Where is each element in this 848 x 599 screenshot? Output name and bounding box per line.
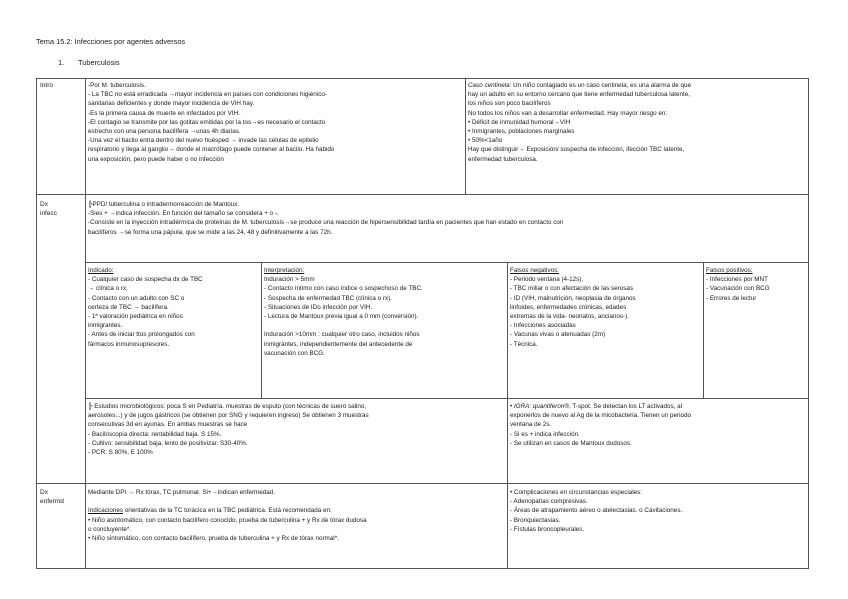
- text-line: los niños son poco bacilíferos: [468, 100, 551, 108]
- text-line: - Se utilizan en casos de Mantoux dudosos.: [510, 439, 632, 447]
- text-line: - Errores de lectur: [706, 294, 757, 302]
- text-line: - Fístulas broncopleurales.: [510, 525, 585, 533]
- text-line: inmigrantes.: [88, 322, 123, 330]
- ppd-description: [88, 200, 563, 237]
- row-label-intro: Intro: [40, 82, 54, 89]
- text-line: certeza de TBC → bacilífera.: [88, 303, 169, 311]
- text-line: Mediante DPI → Rx tórax, TC pulmonar. Si+→indican enfermedad.: [88, 489, 275, 496]
- text-line: - Cualquier caso de sospecha dx de TBC: [88, 276, 203, 284]
- label-line: Dx: [40, 489, 48, 496]
- text-line: - TBC miliar o con afectación de las serosas: [510, 285, 634, 293]
- text-line: una exposición, pero puede haber o no infección: [88, 155, 224, 163]
- section-heading: [58, 58, 120, 67]
- column-divider: [507, 483, 508, 569]
- section-number: 1.: [58, 58, 65, 67]
- row-label-dx-enfermd: [40, 488, 64, 506]
- text-line: linfoides, enfermedades crónicas, edades: [510, 303, 627, 311]
- text-line: consecutivas 3d en ayunas. En ambas muestras se hace: [88, 421, 248, 429]
- text-line: - Antes de iniciar ttos prolongados con: [88, 331, 195, 339]
- column-divider: [703, 262, 704, 398]
- column-divider: [85, 78, 86, 569]
- text-line: Induración > 5mm: [264, 276, 315, 284]
- column-header: Indicado:: [88, 267, 114, 274]
- dx-enfermd-right: [510, 488, 682, 534]
- text-line: ventana de 2s.: [510, 421, 552, 429]
- text-line: - Situaciones de IDo infección por VIH.: [264, 303, 373, 311]
- dx-enfermd-left: [88, 488, 367, 543]
- text-line: → clínica o rx.: [88, 285, 128, 293]
- text-line: - Si es + indica infección.: [510, 430, 580, 438]
- text-line: - Bronquiectasias.: [510, 516, 561, 524]
- text-line: - Periodo ventana (4-12s),: [510, 276, 584, 284]
- row-divider: [36, 194, 809, 195]
- igra-section: [510, 402, 691, 448]
- text-line: o concluyente*.: [88, 525, 132, 533]
- text-line: - Cultivo: sensibilidad baja, lento de positivizar. S30-40%.: [88, 439, 248, 447]
- text-line: - Adenopatías compresivas.: [510, 498, 588, 506]
- text-line: inmigrantes, independientemente del antecedente de: [264, 340, 413, 348]
- text-line: - PCR: S 80%, E 100%: [88, 449, 153, 457]
- text-fragment: orientativas de la TC torácica en la TBC pediátrica. Está recomendada en:: [123, 507, 332, 515]
- text-line: • Niño asintomático, con contacto bacilífero conocido, prueba de tuberculina + y Rx de tórax dudosa: [88, 516, 367, 524]
- text-line: - ID (VIH, malnutrición, neoplasia de órganos: [510, 294, 636, 302]
- text-line: - 1ª valoración pediátrica en niños: [88, 313, 183, 321]
- row-divider: [36, 483, 809, 484]
- spacer: [88, 497, 367, 506]
- text-line: [468, 81, 691, 90]
- text-line: • 50%<1año: [468, 137, 503, 145]
- text-line: aerosoles...) y de jugos gástricos (se obtienen por SNG y requieren ingreso) Se obtienen 3 muestras: [88, 412, 369, 420]
- section-title: Tuberculosis: [78, 58, 120, 67]
- text-fragment: , T-spot. Se detectan los LT activados, al: [569, 403, 683, 410]
- column-header: Interpretación:: [264, 267, 305, 274]
- text-line: exponerlos de nuevo al Ag de la micobacteria. Tienen un periodo: [510, 412, 691, 420]
- indicado-column: [88, 266, 203, 349]
- text-line: -Consiste en la inyección intradérmica de proteínas de M. tuberculosis→se produce una reacción de hipersensibilidad tardía en pacientes que han estado en contacto con: [88, 219, 564, 227]
- column-divider: [507, 262, 508, 483]
- text-line: • Déficit de inmunidad humoral→VIH: [468, 118, 571, 126]
- text-line: estrecho con una persona bacilífera →unas 4h diarias.: [88, 128, 241, 136]
- column-header: Falsos positivos:: [706, 267, 753, 274]
- text-line: -Una vez el bacilo entra dentro del nuevo huésped → invade las células de epitelio: [88, 137, 319, 145]
- text-line: - Infecciones asociadas: [510, 322, 576, 330]
- falsos-negativos-column: [510, 266, 636, 349]
- text-line: [88, 506, 367, 515]
- text-line: hay un adulto en su entorno cercano que tiene enfermedad tuberculosa latente,: [468, 91, 690, 99]
- indicaciones-term: Indicaciones: [88, 507, 124, 515]
- text-line: bacilíferos →se forma una pápula, que se mide a las 24, 48 y definitivamente a las 72h.: [88, 228, 333, 236]
- text-line: - Contacto íntimo con caso índice o sospechoso de TBC.: [264, 285, 423, 293]
- text-line: - Infecciones por MNT: [706, 276, 768, 284]
- interpretacion-column: [264, 266, 423, 358]
- text-line: ╠PPD/ tuberculina o intradermorreacción de Mantoux.: [88, 201, 240, 208]
- intro-right-text: [468, 81, 691, 164]
- text-line: - Técnica.: [510, 340, 538, 348]
- text-line: vacunación con BCG.: [264, 349, 325, 357]
- text-line: ╠ Estudios microbiológicos: poca S en Pediatría. muestras de esputo (con técnicas de suero salino,: [88, 403, 367, 410]
- column-header: Falsos negativos:: [510, 267, 560, 274]
- column-divider: [465, 78, 466, 194]
- text-line: - Áreas de atrapamiento aéreo o atelectasias. o Cavitaciones.: [510, 507, 683, 515]
- falsos-positivos-column: [706, 266, 770, 303]
- text-line: sanitarias deficientes y donde mayor incidencia de VIH hay.: [88, 100, 255, 108]
- text-line: -Sies + →indica infección. En función del tamaño se considera + o -.: [88, 210, 279, 218]
- text-line: • Niño sintomático, con contacto bacilífero, prueba de tuberculina + y Rx de tórax normal*.: [88, 535, 339, 542]
- text-line: extremas de la vida- neonatos, ancianos-).: [510, 313, 630, 321]
- text-line: -Es la primera causa de muerte en infectados por VIH.: [88, 109, 240, 117]
- text-line: No todos los niños van a desarrollar enfermedad. Hay mayor riesgo en:: [468, 109, 668, 117]
- text-fragment: Un niño contagiado es un caso centinela, es una alarma de que: [511, 82, 691, 89]
- text-line: • Complicaciones en circunstancias especiales:: [510, 489, 643, 496]
- text-line: fármacos inmunosupresores.: [88, 340, 170, 348]
- text-line: Induración >10mm : cualquier otro caso, incluidos niños: [264, 331, 420, 339]
- subrow-divider: [85, 398, 809, 399]
- text-line: - Vacunas vivas o atenuadas (2m): [510, 331, 606, 339]
- igra-term: • IGRA: quantiferon®: [510, 403, 569, 410]
- text-line: -El contagio se transmite por las gotitas emitidas por la tos→es necesario el contacto: [88, 118, 326, 126]
- text-line: [510, 402, 691, 411]
- row-label-dx-infecc: [40, 200, 57, 218]
- subrow-divider: [85, 262, 809, 263]
- text-line: - Contacto con un adulto con SC o: [88, 294, 185, 302]
- label-line: enfermd: [40, 498, 64, 505]
- text-line: Hay que distinguir→ Exposición/ sospecha de infección, ifección TBC latente,: [468, 146, 685, 154]
- text-line: - La TBC no está erradicada →mayor incidencia en países con condiciones higiénico-: [88, 91, 327, 99]
- text-line: - Vacunación con BCG: [706, 285, 770, 293]
- label-line: Dx: [40, 201, 48, 208]
- intro-left-text: [88, 81, 334, 164]
- text-line: - Lectura de Mantoux previa igual a 0 mm (conversión).: [264, 313, 419, 321]
- document-title: Tema 15.2: Infecciones por agentes adversos: [36, 37, 186, 46]
- text-line: -Por M. tuberculosis.: [88, 82, 146, 89]
- label-line: infecc: [40, 210, 57, 217]
- text-line: [264, 321, 423, 330]
- text-line: - Sospecha de enfermedad TBC (clínica o rx).: [264, 294, 392, 302]
- caso-centinela-term: Caso centinela:: [468, 82, 512, 89]
- text-line: enfermedad tuberculosa.: [468, 155, 538, 163]
- text-line: respiratorio y llega al ganglio→ donde el macrófago puede contener al bacilo. Ha habido: [88, 146, 335, 154]
- text-line: • Inmigrantes, poblaciones marginales: [468, 128, 575, 136]
- microbiological-studies: [88, 402, 369, 457]
- text-line: - Baciloscopia directa: rentabilidad baja. S 15%.: [88, 430, 222, 438]
- column-divider: [261, 262, 262, 398]
